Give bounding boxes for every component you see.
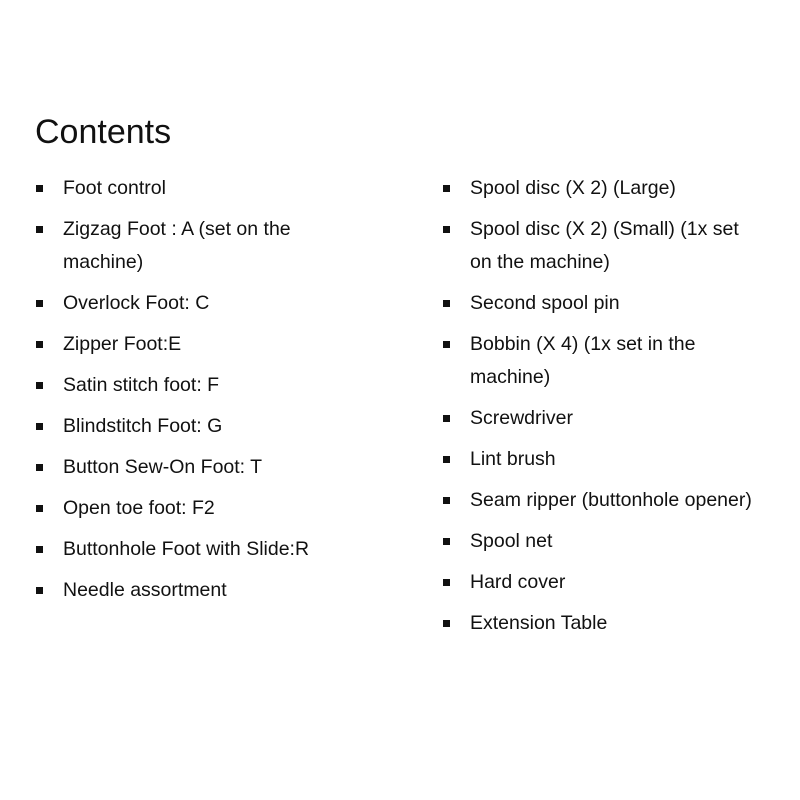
list-item — [36, 172, 328, 205]
square-bullet-icon — [443, 185, 450, 192]
square-bullet-icon — [36, 464, 43, 471]
list-item — [443, 287, 758, 320]
list-item — [36, 533, 328, 566]
list-item-text: Spool net — [470, 530, 553, 552]
list-item — [36, 369, 328, 402]
list-item-text: Extension Table — [470, 612, 608, 634]
square-bullet-icon — [443, 579, 450, 586]
list-item-text: Hard cover — [470, 571, 566, 593]
square-bullet-icon — [36, 546, 43, 553]
list-item-text: Seam ripper (buttonhole opener) — [470, 489, 752, 511]
list-item — [443, 443, 758, 476]
list-item-text: Foot control — [63, 177, 166, 199]
square-bullet-icon — [443, 538, 450, 545]
list-item-text: Zigzag Foot : A (set on the machine) — [63, 218, 291, 273]
square-bullet-icon — [443, 497, 450, 504]
list-item-text: Button Sew-On Foot: T — [63, 456, 263, 478]
square-bullet-icon — [36, 185, 43, 192]
square-bullet-icon — [36, 505, 43, 512]
list-item — [443, 213, 758, 279]
square-bullet-icon — [36, 587, 43, 594]
list-item-text: Overlock Foot: C — [63, 292, 210, 314]
list-item-text: Screwdriver — [470, 407, 573, 429]
list-item — [36, 213, 328, 279]
square-bullet-icon — [443, 456, 450, 463]
square-bullet-icon — [36, 226, 43, 233]
list-item — [443, 525, 758, 558]
list-item-text: Spool disc (X 2) (Small) (1x set on the machine) — [470, 218, 739, 273]
square-bullet-icon — [443, 415, 450, 422]
square-bullet-icon — [443, 620, 450, 627]
list-item-text: Spool disc (X 2) (Large) — [470, 177, 676, 199]
list-item-text: Lint brush — [470, 448, 556, 470]
list-item — [36, 574, 328, 607]
list-item-text: Open toe foot: F2 — [63, 497, 215, 519]
square-bullet-icon — [36, 423, 43, 430]
square-bullet-icon — [36, 300, 43, 307]
list-item-text: Satin stitch foot: F — [63, 374, 220, 396]
list-item — [36, 492, 328, 525]
list-item — [36, 410, 328, 443]
contents-list-right — [443, 172, 758, 648]
square-bullet-icon — [443, 226, 450, 233]
list-item-text: Zipper Foot:E — [63, 333, 182, 355]
list-item — [36, 328, 328, 361]
square-bullet-icon — [443, 341, 450, 348]
list-item-text: Second spool pin — [470, 292, 620, 314]
list-item — [36, 287, 328, 320]
square-bullet-icon — [36, 382, 43, 389]
list-item — [443, 172, 758, 205]
contents-list-left — [36, 172, 328, 615]
list-item-text: Bobbin (X 4) (1x set in the machine) — [470, 333, 696, 388]
list-item — [443, 328, 758, 394]
list-item — [443, 566, 758, 599]
list-item — [443, 484, 758, 517]
list-item-text: Needle assortment — [63, 579, 227, 601]
square-bullet-icon — [36, 341, 43, 348]
list-item — [443, 607, 758, 640]
list-item-text: Blindstitch Foot: G — [63, 415, 223, 437]
list-item — [443, 402, 758, 435]
list-item-text: Buttonhole Foot with Slide:R — [63, 538, 310, 560]
page-title: Contents — [35, 113, 172, 151]
square-bullet-icon — [443, 300, 450, 307]
list-item — [36, 451, 328, 484]
